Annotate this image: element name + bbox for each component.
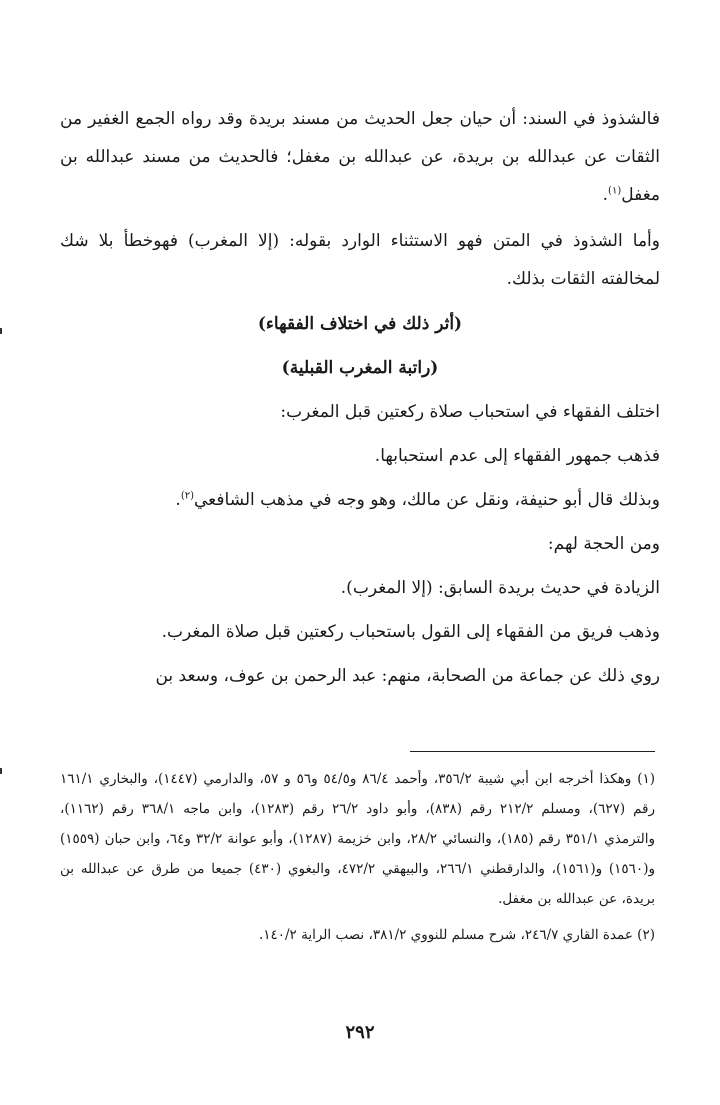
main-text [60,100,660,698]
text-line: فذهب جمهور الفقهاء إلى عدم استحبابها. [374,446,660,466]
line-text: وبذلك قال أبو حنيفة، ونقل عن مالك، وهو وجه في مذهب الشافعي [194,490,660,510]
footnote-divider [410,751,655,752]
paragraph-sanad-anomaly [60,100,660,214]
paragraph-end: . [602,185,609,205]
scan-edge-mark [0,328,2,334]
text-line [60,478,660,522]
text-line: ومن الحجة لهم: [547,534,660,554]
page-number: ٢٩٢ [345,1022,375,1043]
subsection-heading: (راتبة المغرب القبلية) [281,358,439,378]
line-end: . [175,490,181,510]
paragraph-text: فالشذوذ في السند: أن حيان جعل الحديث من مسند بريدة وقد رواه الجمع الغفير من الثقات عن عبدالله بن بريدة، عن عبدالله بن مغفل؛ فالحديث من مسند عبدالله بن مغفل [60,109,660,205]
text-line: وذهب فريق من الفقهاء إلى القول باستحباب ركعتين قبل صلاة المغرب. [161,622,660,642]
section-heading: (أثر ذلك في اختلاف الفقهاء) [257,314,463,334]
text-line: اختلف الفقهاء في استحباب صلاة ركعتين قبل المغرب: [280,402,660,422]
text-line: روي ذلك عن جماعة من الصحابة، منهم: عبد الرحمن بن عوف، وسعد بن [155,666,660,686]
footnote-2: (٢) عمدة القاري ٢٤٦/٧، شرح مسلم للنووي ٣٨١/٢، نصب الراية ١٤٠/٢. [258,927,655,943]
footnote-1: (١) وهكذا أخرجه ابن أبي شيبة ٣٥٦/٢، وأحمد ٨٦/٤ و٥٤/٥ و٥٦ و ٥٧، والدارمي (١٤٤٧)، والبخاري ١٦١/١ رقم (٦٢٧)، ومسلم ٢١٢/٢ رقم (٨٣٨)، وأبو داود ٢٦/٢ رقم (١٢٨٣)، وابن ماجه ٣٦٨/١ رقم (١١٦٢)، والترمذي ٣٥١/١ رقم (١٨٥)، والنسائي ٢٨/٢، وابن خزيمة (١٢٨٧)، وأبو عوانة ٣٢/٢ و٦٤، وابن حبان (١٥٥٩) و(١٥٦٠) و(١٥٦١)، والدارقطني ٢٦٦/١، والبيهقي ٤٧٢/٢، والبغوي (٤٣٠) جميعا من طرق عن عبدالله بن بريدة، عن عبدالله بن مغفل. [60,771,656,907]
footnotes [60,764,655,950]
scan-edge-mark [0,768,2,774]
footnote-ref-1[interactable]: (١) [608,185,622,197]
text-line: الزيادة في حديث بريدة السابق: (إلا المغرب). [340,578,660,598]
footnote-ref-2[interactable]: (٢) [180,490,195,502]
paragraph-matn-anomaly: وأما الشذوذ في المتن فهو الاستثناء الوارد بقوله: (إلا المغرب) فهوخطأ بلا شك لمخالفته الثقات بذلك. [60,231,660,289]
